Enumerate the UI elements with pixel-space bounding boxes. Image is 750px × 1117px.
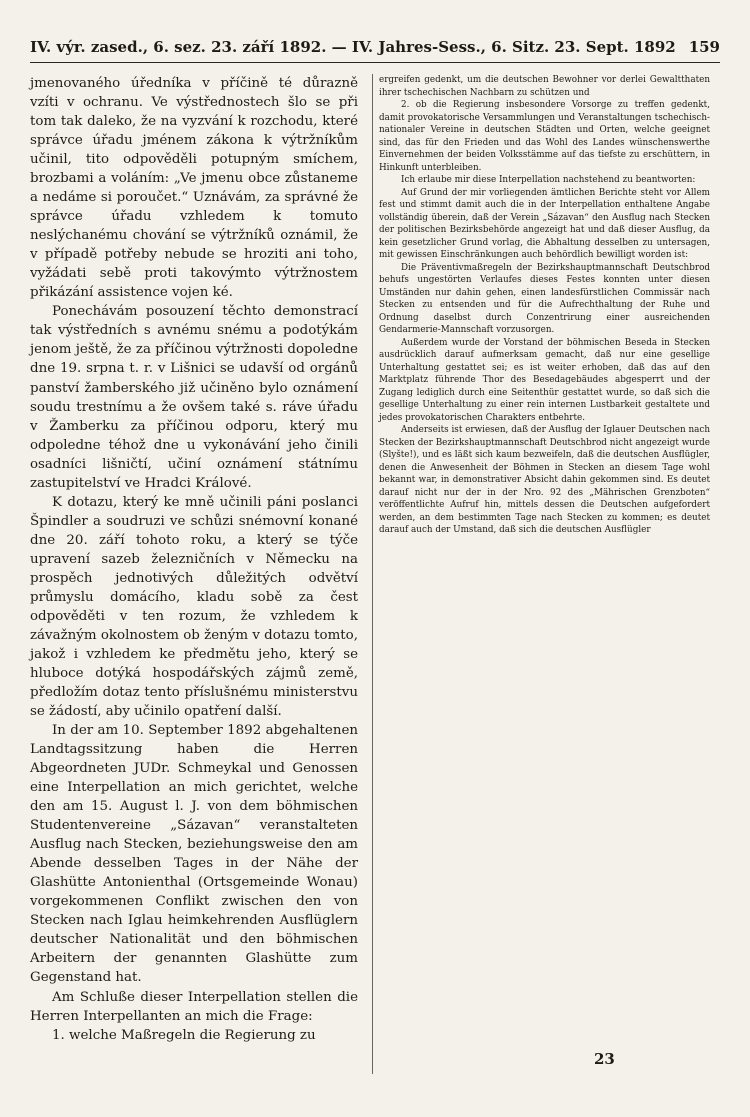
- paragraph: Am Schluße dieser Interpellation stellen die Herren Interpellanten an mich die Frage:: [30, 989, 358, 1024]
- right-column: [372, 74, 710, 1074]
- paragraph: ergreifen gedenkt, um die deutschen Bewohner vor derlei Gewaltthaten ihrer tschechischen Nachbarn zu schützen und: [379, 75, 710, 98]
- paragraph: In der am 10. September 1892 abgehaltenen Landtagssitzung haben die Herren Abgeordneten JUDr. Schmeykal und Genossen eine Interpellation an mich gerichtet, welche den am 15. August l. J. von dem böhmischen Studentenvereine „Sázavan“ veranstalteten Ausflug nach Stecken, beziehungsweise den am Abende desselben Tages in der Nähe der Glashütte Antonienthal (Ortsgemeinde Wonau) vorgekommenen Conflikt zwischen den von Stecken nach Iglau heimkehrenden Ausflüglern deutscher Nationalität und den böhmischen Arbeitern der genannten Glashütte zum Gegenstand hat.: [30, 723, 358, 986]
- paragraph: Außerdem wurde der Vorstand der böhmischen Beseda in Stecken ausdrücklich darauf aufmerksam gemacht, daß nur eine gesellige Unterhaltung gestattet sei; es ist weiter erhoben, daß das auf den Marktplatz führende Thor des Besedagebäudes abgesperrt und der Zugang lediglich durch eine Seitenthür gestattet wurde, so daß sich die gesellige Unterhaltung zu einer rein internen Lustbarkeit gestaltete und jedes provokatorischen Charakters entbehrte.: [379, 337, 710, 423]
- page-number: 159: [688, 38, 720, 56]
- paragraph: Anderseits ist erwiesen, daß der Ausflug der Iglauer Deutschen nach Stecken der Bezirkshauptmannschaft Deutschbrod nicht angezeigt wurde (Slyšte!), und es läßt sich kaum bezweifeln, daß die deutschen Ausflügler, denen die Anwesenheit der Böhmen in Stecken an diesem Tage wohl bekannt war, in demonstrativer Absicht dahin gekommen sind. Es deutet darauf nicht nur der in der Nro. 92 des „Mährischen Grenzboten“ veröffentlichte Aufruf hin, mittels dessen die Deutschen aufgefordert werden, an dem bestimmten Tage nach Stecken zu kommen; es deutet darauf auch der Umstand, daß sich die deutschen Ausflügler: [379, 425, 710, 535]
- page-header: [30, 36, 720, 63]
- paragraph: Auf Grund der mir vorliegenden ämtlichen Berichte steht vor Allem fest und stimmt damit auch die in der Interpellation enthaltene Angabe vollständig überein, daß der Verein „Sázavan“ den Ausflug nach Stecken der politischen Bezirksbehörde angezeigt hat und daß dieser Ausflug, da kein gesetzlicher Grund vorlag, die Abhaltung desselben zu untersagen, mit gewissen Einschränkungen auch behördlich bewilligt worden ist:: [379, 187, 710, 260]
- paragraph: Die Präventivmaßregeln der Bezirkshauptmannschaft Deutschbrod behufs ungestörten Verlaufes dieses Festes konnten unter diesen Umständen nur dahin gehen, einen landesfürstlichen Commissär nach Stecken zu entsenden und für die Aufrechthaltung der Ruhe und Ordnung daselbst durch Conzentrirung einer ausreichenden Gendarmerie-Mannschaft vorzusorgen.: [379, 262, 710, 335]
- paragraph: jmenovaného úředníka v příčině té důrazně vzíti v ochranu. Ve výstřednostech šlo se při tom tak daleko, že na vyzvání k rozchodu, které správce úřadu jménem zákona k výtržníkům učinil, tito odpověděli potupným smíchem, brozbami a voláním: „Ve jmenu obce zůstaneme a nedáme si poroučet.“ Uznávám, za správné že správce úřadu vzhledem k tomuto neslýchanému chování se výtržníků oznámil, že v případě potřeby nebude se hroziti ani toho, vyžádati sebě proti takovýmto výtržnostem přikázání assistence vojen ké.: [30, 76, 358, 301]
- paragraph: Ponechávám posouzení těchto demonstrací tak výstředních s avnému snému a podotýkám jenom ještě, že za příčinou výtržnosti dopoledne dne 19. srpna t. r. v Lišnici se udavší od orgánů panství žamberského již učiněno bylo oznámení soudu trestnímu a že ovšem také s. ráve úřadu v Žamberku za příčinou odporu, který mu odpoledne téhož dne u vykonávání jeho činili osadníci lišničtí, učiní oznámení státnímu zastupitelství ve Hradci Králové.: [30, 304, 358, 491]
- left-column: [30, 74, 358, 1074]
- paragraph: K dotazu, který ke mně učinili páni poslanci Špindler a soudruzi ve schůzi snémovní konané dne 20. září tohoto roku, a který se týče upravení sazeb železničních v Německu na prospěch jednotivých důležitých odvětví průmyslu domácího, kladu sobě za čest odpověděti v ten rozum, že vzhledem k závažným okolnostem ob ženým v dotazu tomto, jakož i vzhledem ke předmětu jeho, který se hluboce dotýká hospodářských zájmů země, předložím dotaz tento příslušnému ministerstvu se žádostí, aby učinilo opatření další.: [30, 494, 358, 720]
- paragraph: Ich erlaube mir diese Interpellation nachstehend zu beantworten:: [401, 175, 696, 185]
- paragraph: 1. welche Maßregeln die Regierung zu: [52, 1027, 316, 1043]
- header-title: IV. výr. zased., 6. sez. 23. září 1892. — IV. Jahres-Sess., 6. Sitz. 23. Sept. 1892: [30, 38, 676, 56]
- paragraph: 2. ob die Regierung insbesondere Vorsorge zu treffen gedenkt, damit provokatorische Versammlungen und Veranstaltungen tschechisch-nationaler Vereine in deutschen Städten und Orten, welche geeignet sind, das für den Frieden und das Wohl des Landes wünschenswerthe Einvernehmen der beiden Volksstämme auf das tiefste zu erschüttern, in Hinkunft unterbleiben.: [379, 100, 710, 173]
- signature-mark: 23: [594, 1050, 615, 1068]
